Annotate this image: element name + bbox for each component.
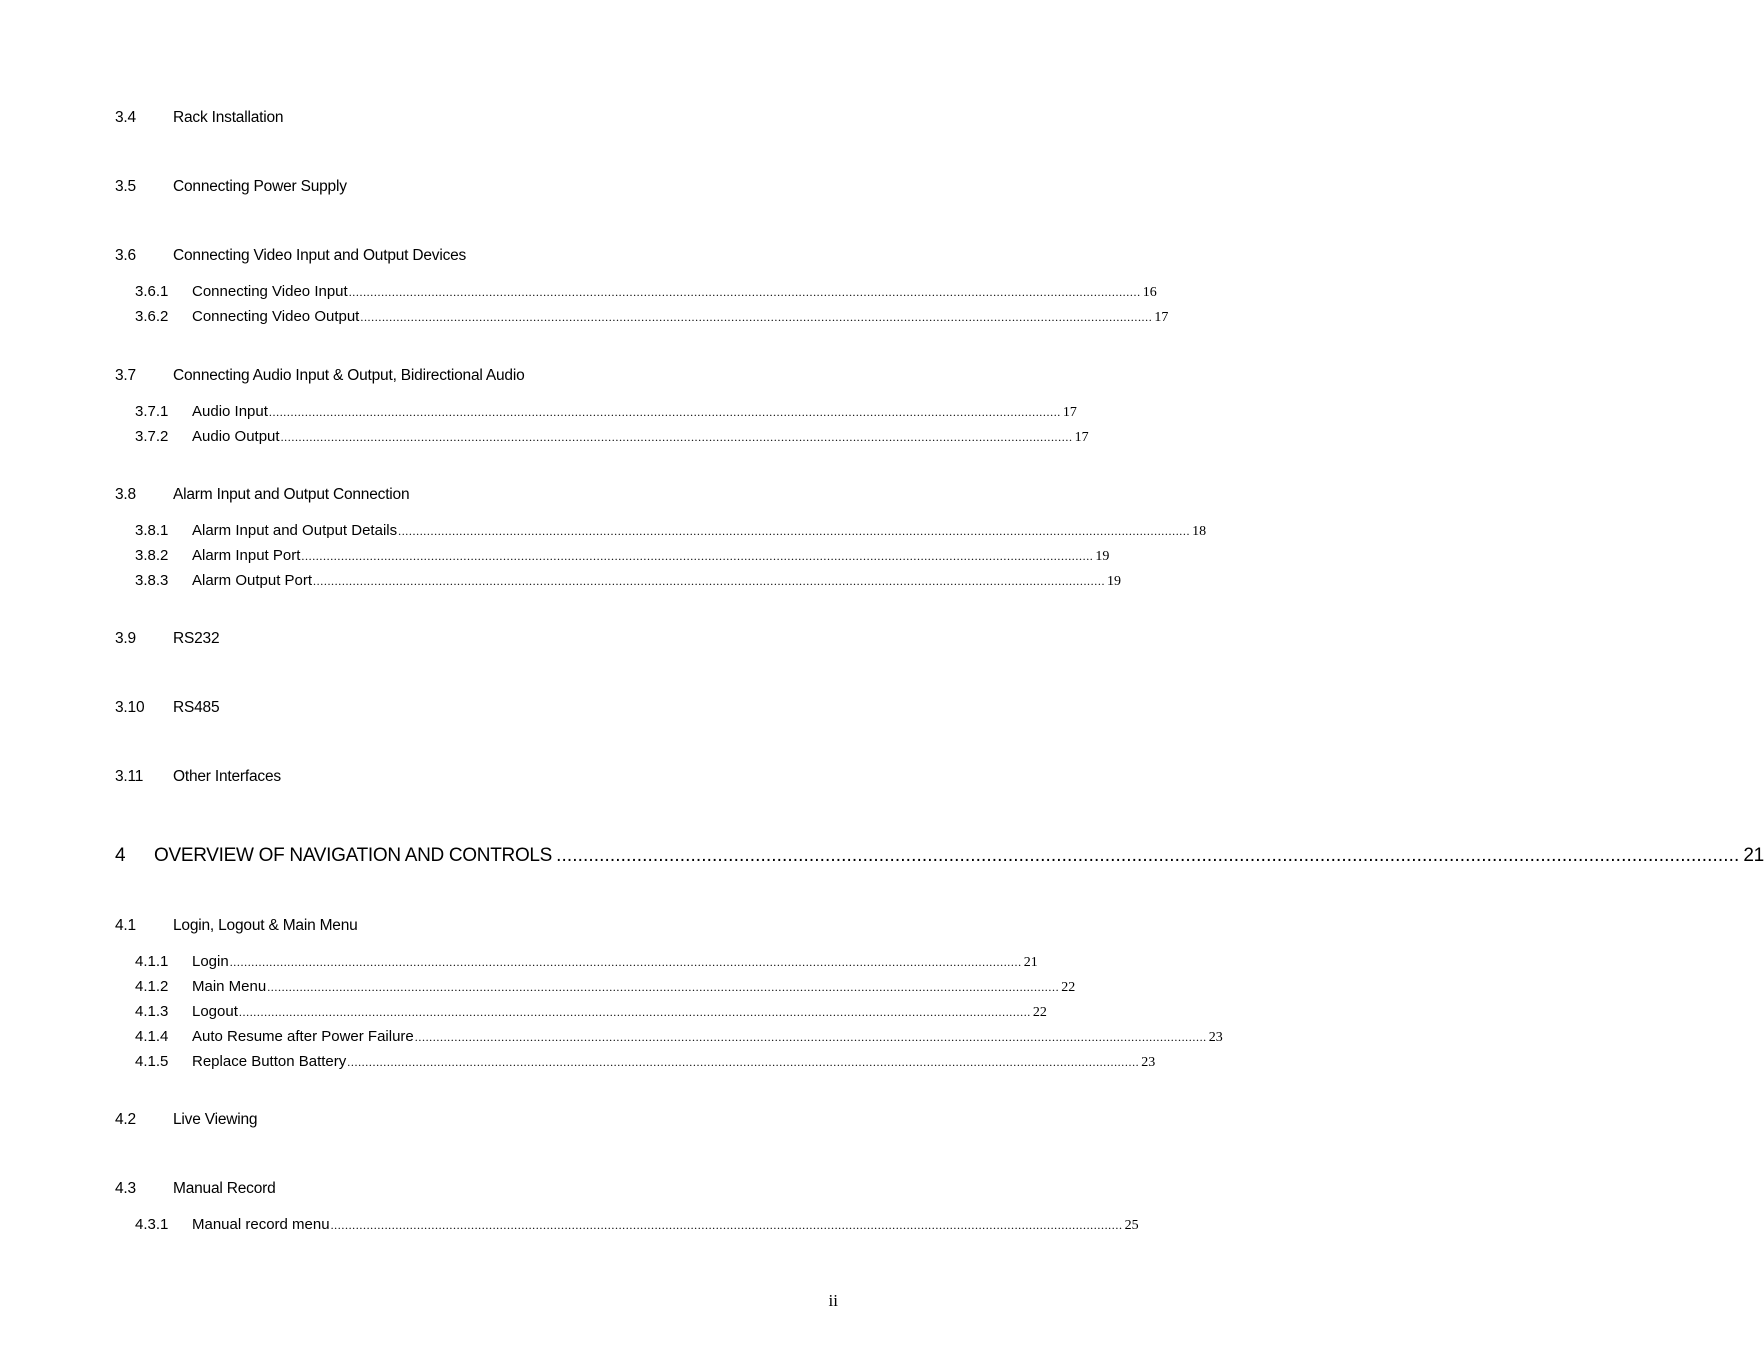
toc-title: Replace Button Battery	[192, 1053, 347, 1070]
toc-title: Other Interfaces	[173, 768, 281, 785]
toc-entry[interactable]	[135, 307, 1169, 327]
toc-title: Alarm Input and Output Details	[192, 522, 398, 539]
toc-number: 4.1	[115, 917, 136, 934]
toc-number: 3.6	[115, 247, 136, 264]
toc-entry[interactable]	[135, 427, 1089, 447]
toc-heading-2[interactable]	[115, 1178, 837, 1200]
toc-page-number: 23	[1208, 1030, 1223, 1045]
toc-heading-2[interactable]	[115, 915, 837, 937]
dot-leader: ............................................................................................................................................................................................................................	[348, 285, 1141, 299]
toc-title: Main Menu	[192, 978, 267, 995]
toc-number: 3.8.3	[135, 572, 169, 589]
toc-page-number: 21	[1743, 845, 1764, 866]
toc-title: Alarm Input and Output Connection	[173, 486, 410, 503]
toc-number: 3.7.2	[135, 428, 169, 445]
toc-number: 3.8.2	[135, 547, 169, 564]
toc-title: Login	[192, 953, 229, 970]
toc-number: 3.11	[115, 768, 144, 785]
toc-number: 3.4	[115, 109, 136, 126]
toc-title: OVERVIEW OF NAVIGATION AND CONTROLS	[154, 845, 553, 866]
toc-entry[interactable]	[135, 1052, 1156, 1072]
dot-leader: ............................................................................................................................................................................................................................	[398, 524, 1191, 538]
toc-title: Live Viewing	[173, 1111, 258, 1128]
toc-title: Connecting Video Output	[192, 308, 360, 325]
toc-title: Connecting Audio Input & Output, Bidirectional Audio	[173, 367, 525, 384]
toc-heading-2[interactable]	[115, 1109, 837, 1131]
toc-number: 3.6.2	[135, 308, 169, 325]
toc-entry[interactable]	[135, 977, 1076, 997]
toc-title: Alarm Input Port	[192, 547, 301, 564]
toc-heading-2[interactable]	[115, 176, 837, 198]
toc-number: 3.8	[115, 486, 136, 503]
toc-page-number: 18	[1192, 524, 1207, 539]
toc-entry[interactable]	[135, 282, 1157, 302]
toc-entry[interactable]	[135, 521, 1207, 541]
toc-number: 4.1.5	[135, 1053, 169, 1070]
toc-page-number: 19	[1107, 574, 1122, 589]
dot-leader: ............................................................................................................................................................................................................................	[280, 430, 1073, 444]
toc-page-number: 22	[1061, 980, 1076, 995]
toc-title: Login, Logout & Main Menu	[173, 917, 358, 934]
dot-leader: ............................................................................................................................................................................................................................	[301, 549, 1094, 563]
toc-title: Audio Output	[192, 428, 280, 445]
toc-number: 3.9	[115, 630, 136, 647]
dot-leader: ............................................................................................................................................................................................................................	[347, 1055, 1140, 1069]
toc-title: Logout	[192, 1003, 238, 1020]
toc-title: Manual record menu	[192, 1216, 330, 1233]
toc-number: 4.1.2	[135, 978, 169, 995]
toc-title: Audio Input	[192, 403, 268, 420]
toc-heading-2[interactable]	[115, 766, 837, 788]
toc-page-number: 21	[1023, 955, 1038, 970]
toc-number: 3.6.1	[135, 283, 169, 300]
toc-page-number: 16	[1142, 285, 1157, 300]
toc-entry[interactable]	[135, 546, 1110, 566]
toc-page-number: 22	[1032, 1005, 1047, 1020]
toc-number: 4.1.4	[135, 1028, 169, 1045]
toc-title: Connecting Video Input and Output Devices	[173, 247, 467, 264]
dot-leader: ............................................................................................................................................................................................................................	[313, 574, 1106, 588]
toc-page-number: 25	[1124, 1218, 1139, 1233]
toc-page-number: 17	[1154, 310, 1169, 325]
toc-title: Manual Record	[173, 1180, 276, 1197]
toc-entry[interactable]	[135, 952, 1038, 972]
toc-entry[interactable]	[135, 571, 1122, 591]
toc-heading-2[interactable]	[115, 107, 837, 129]
toc-entry[interactable]	[135, 1027, 1223, 1047]
toc-page-number: 19	[1095, 549, 1110, 564]
toc-entry[interactable]	[135, 1002, 1047, 1022]
toc-title: Auto Resume after Power Failure	[192, 1028, 414, 1045]
toc-title: RS485	[173, 699, 220, 716]
dot-leader: ............................................................................................................................................................................................................................	[330, 1218, 1123, 1232]
toc-title: Connecting Power Supply	[173, 178, 347, 195]
toc-number: 4.1.3	[135, 1003, 169, 1020]
dot-leader: ............................................................................................................................................................................................................................	[556, 845, 1740, 866]
toc-number: 3.10	[115, 699, 145, 716]
toc-title: Alarm Output Port	[192, 572, 313, 589]
dot-leader: ............................................................................................................................................................................................................................	[360, 310, 1153, 324]
toc-number: 4	[115, 845, 126, 866]
toc-number: 3.7	[115, 367, 136, 384]
toc-number: 3.7.1	[135, 403, 169, 420]
toc-heading-2[interactable]	[115, 245, 837, 267]
toc-entry[interactable]	[135, 402, 1077, 422]
toc-heading-2[interactable]	[115, 628, 837, 650]
toc-heading-2[interactable]	[115, 697, 837, 719]
dot-leader: ............................................................................................................................................................................................................................	[229, 955, 1022, 969]
toc-title: Connecting Video Input	[192, 283, 348, 300]
toc-heading-2[interactable]	[115, 365, 837, 387]
toc-page-number: 17	[1074, 430, 1089, 445]
toc-title: Rack Installation	[173, 109, 284, 126]
toc-number: 4.2	[115, 1111, 136, 1128]
toc-number: 4.3	[115, 1180, 136, 1197]
toc-entry[interactable]	[135, 1215, 1139, 1235]
toc-number: 4.3.1	[135, 1216, 169, 1233]
toc-number: 4.1.1	[135, 953, 169, 970]
dot-leader: ............................................................................................................................................................................................................................	[267, 980, 1060, 994]
toc-page-number: 17	[1062, 405, 1077, 420]
dot-leader: ............................................................................................................................................................................................................................	[414, 1030, 1207, 1044]
toc-page-number: 23	[1141, 1055, 1156, 1070]
toc-number: 3.8.1	[135, 522, 169, 539]
toc-number: 3.5	[115, 178, 136, 195]
page-number-footer: ii	[828, 1291, 838, 1310]
dot-leader: ............................................................................................................................................................................................................................	[238, 1005, 1031, 1019]
toc-heading-2[interactable]	[115, 484, 837, 506]
dot-leader: ............................................................................................................................................................................................................................	[268, 405, 1061, 419]
toc-heading-1[interactable]	[115, 843, 1764, 869]
toc-title: RS232	[173, 630, 220, 647]
